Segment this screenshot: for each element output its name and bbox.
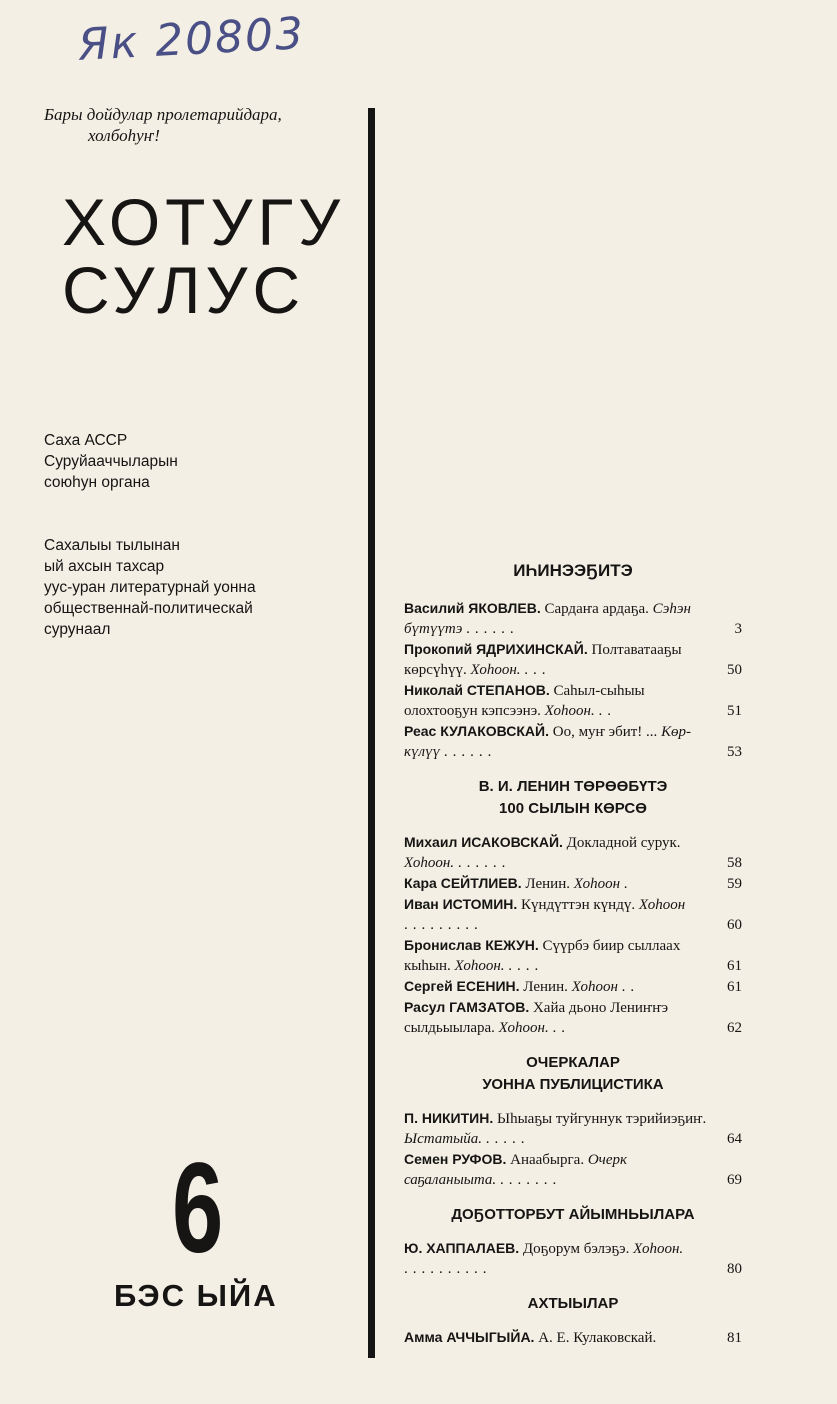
entry-author: Реас КУЛАКОВСКАЙ. [404, 723, 549, 739]
section-title: АХТЫЫЛАР [527, 1295, 619, 1312]
organ-line-3: союһун органа [44, 474, 150, 491]
entry-genre: Сэһэн бүтүүтэ [404, 601, 691, 637]
section-title: ИҺИНЭЭҔИТЭ [513, 561, 633, 580]
entry-title: Сүүрбэ биир сыллаах кыһын. [404, 938, 681, 974]
entry-page: 59 [727, 876, 742, 892]
entry-title: Анаабырга. [510, 1152, 585, 1168]
toc-entry[interactable]: П. НИКИТИН. Ыһыаҕы туйгуннук тэрийиэҕиҥ. Ыстатыйа. ..... 64 [404, 1110, 742, 1147]
entry-author: Василий ЯКОВЛЕВ. [404, 600, 541, 616]
toc-section [404, 1293, 742, 1348]
entry-page: 58 [727, 855, 742, 871]
organ-line-1: Саха АССР [44, 432, 128, 449]
entry-page: 80 [727, 1261, 742, 1277]
entry-genre: Хоһоон [571, 979, 618, 995]
entry-page: 50 [727, 662, 742, 678]
entry-author: Ю. ХАППАЛАЕВ. [404, 1240, 520, 1256]
vertical-divider [368, 108, 375, 1358]
entry-title: Ленин. [523, 979, 568, 995]
entry-author: Расул ГАМЗАТОВ. [404, 999, 530, 1015]
toc-entry[interactable]: Бронислав КЕЖУН. Сүүрбэ биир сыллаах кыһын. Хоһоон. .... 61 [404, 937, 742, 974]
toc-entry[interactable]: Семен РУФОВ. Анаабырга. Очерк саҕаланыыта. ....... 69 [404, 1151, 742, 1188]
toc-section [404, 1052, 742, 1190]
entry-author: Амма АЧЧЫГЫЙА. [404, 1329, 535, 1345]
entry-title: Күндүттэн күндү. [521, 897, 636, 913]
entry-title: Саһыл-сыһыы олохтооҕун кэпсээнэ. [404, 683, 645, 719]
entry-title: Полтаватааҕы көрсүһүү. [404, 642, 682, 678]
toc-entry[interactable]: Иван ИСТОМИН. Күндүттэн күндү. Хоһоон ......... 60 [404, 896, 742, 933]
table-of-contents [404, 560, 742, 1348]
motto [44, 104, 334, 146]
entry-genre: Очерк саҕаланыыта. [404, 1152, 627, 1188]
issue-month: БЭС ЫЙА [114, 1278, 278, 1313]
entry-author: Сергей ЕСЕНИН. [404, 978, 520, 994]
title-line-1: ХОТУГУ [62, 185, 346, 259]
toc-entry[interactable]: Сергей ЕСЕНИН. Ленин. Хоһоон .. 61 [404, 978, 742, 995]
entry-title: Ленин. [525, 876, 570, 892]
toc-section [404, 1204, 742, 1279]
magazine-description [44, 535, 344, 640]
entry-title: Оо, муҥ эбит! ... [552, 724, 658, 740]
entry-page: 61 [727, 979, 742, 995]
toc-section [404, 776, 742, 1038]
entry-genre: Хоһоон [573, 876, 621, 892]
toc-entry[interactable]: Реас КУЛАКОВСКАЙ. Оо, муҥ эбит! ... Көр-күлүү ...... 53 [404, 723, 742, 760]
toc-entry[interactable]: Кара СЕЙТЛИЕВ. Ленин. Хоһоон . 59 [404, 875, 742, 892]
entry-author: Семен РУФОВ. [404, 1151, 507, 1167]
description-line-5: сурунаал [44, 621, 111, 638]
entry-title: Доҕорум бэлэҕэ. [522, 1241, 630, 1257]
entry-title: Ыһыаҕы туйгуннук тэрийиэҕиҥ. [497, 1111, 707, 1127]
title-line-2: СУЛУС [62, 253, 306, 327]
motto-line-2: холбоһуҥ! [88, 126, 160, 145]
toc-entry[interactable]: Михаил ИСАКОВСКАЙ. Докладной сурук. Хоһоон. ...... 58 [404, 834, 742, 871]
entry-title: Докладной сурук. [566, 835, 681, 851]
description-line-3: уус-уран литературнай уонна [44, 579, 256, 596]
publisher-organ [44, 430, 178, 493]
section-title: ДОҔОТТОРБУТ АЙЫМНЬЫЛАРА [451, 1206, 695, 1223]
description-line-1: Сахалыы тылынан [44, 537, 180, 554]
entry-page: 69 [727, 1172, 742, 1188]
entry-author: Кара СЕЙТЛИЕВ. [404, 875, 522, 891]
section-subtitle: УОННА ПУБЛИЦИСТИКА [482, 1076, 664, 1093]
entry-genre: Хоһоон. [470, 662, 521, 678]
toc-entry[interactable]: Николай СТЕПАНОВ. Саһыл-сыһыы олохтооҕун кэпсээнэ. Хоһоон. .. 51 [404, 682, 742, 719]
toc-entry[interactable]: Прокопий ЯДРИХИНСКАЙ. Полтаватааҕы көрсүһүү. Хоһоон. ... 50 [404, 641, 742, 678]
entry-genre: Ыстатыйа. [404, 1131, 482, 1147]
entry-page: 61 [727, 958, 742, 974]
toc-entry[interactable]: Василий ЯКОВЛЕВ. Сардаҥа ардаҕа. Сэһэн бүтүүтэ ...... 3 [404, 600, 742, 637]
entry-page: 60 [727, 917, 742, 933]
entry-page: 62 [727, 1020, 742, 1036]
section-subtitle: 100 СЫЛЫН КӨРСӨ [499, 800, 647, 817]
entry-title: Сардаҥа ардаҕа. [544, 601, 649, 617]
entry-genre: Хоһоон. [544, 703, 595, 719]
description-line-4: общественнай-политическай [44, 600, 253, 617]
entry-genre: Хоһоон [638, 897, 686, 913]
toc-entry[interactable] [404, 1327, 742, 1348]
entry-page: 51 [727, 703, 742, 719]
entry-page: 64 [727, 1131, 742, 1147]
entry-page: 53 [727, 744, 742, 760]
motto-line-1: Бары дойдулар пролетарийдара, [44, 105, 282, 124]
entry-author: Иван ИСТОМИН. [404, 896, 518, 912]
section-title: В. И. ЛЕНИН ТӨРӨӨБҮТЭ [478, 778, 668, 795]
entry-title: Хайа дьоно Лениҥҥэ сылдьыылара. [404, 1000, 669, 1036]
organ-line-2: Суруйааччыларын [44, 453, 178, 470]
entry-page: 81 [727, 1330, 742, 1346]
entry-author: Прокопий ЯДРИХИНСКАЙ. [404, 641, 588, 657]
entry-genre: Хоһоон. [454, 958, 505, 974]
entry-author: П. НИКИТИН. [404, 1110, 494, 1126]
toc-entry[interactable]: Ю. ХАППАЛАЕВ. Доҕорум бэлэҕэ. Хоһоон. .......... 80 [404, 1240, 742, 1277]
entry-title: А. Е. Кулаковскай. [538, 1330, 657, 1346]
magazine-title [62, 185, 346, 327]
entry-genre: Хоһоон. [498, 1020, 549, 1036]
entry-page: 3 [734, 621, 742, 637]
entry-author: Бронислав КЕЖУН. [404, 937, 539, 953]
entry-author: Михаил ИСАКОВСКАЙ. [404, 834, 563, 850]
description-line-2: ый ахсын тахсар [44, 558, 165, 575]
entry-genre: Хоһоон. [633, 1241, 684, 1257]
entry-genre: Көр-күлүү [404, 724, 692, 760]
section-title: ОЧЕРКАЛАР [526, 1054, 620, 1071]
library-stamp: Як 20803 [76, 8, 307, 71]
toc-section [404, 560, 742, 762]
entry-author: Николай СТЕПАНОВ. [404, 682, 550, 698]
issue-number: 6 [172, 1137, 224, 1280]
toc-entry[interactable]: Расул ГАМЗАТОВ. Хайа дьоно Лениҥҥэ сылдьыылара. Хоһоон. .. 62 [404, 999, 742, 1036]
entry-genre: Хоһоон. [404, 855, 455, 871]
